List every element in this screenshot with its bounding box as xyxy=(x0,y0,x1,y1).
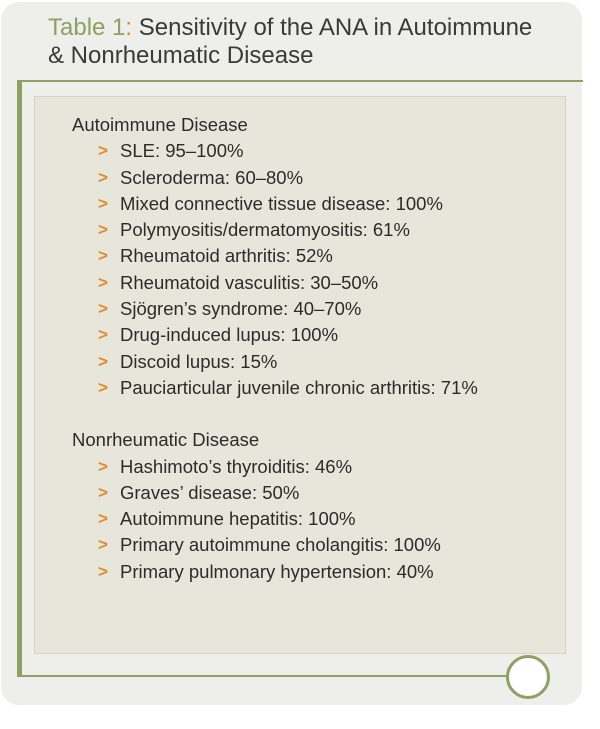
chevron-right-icon: > xyxy=(98,141,108,161)
section-heading: Autoimmune Disease xyxy=(72,114,248,135)
list-item-text: Polymyositis/dermatomyositis: 61% xyxy=(120,219,410,241)
chevron-right-icon: > xyxy=(98,167,108,187)
chevron-right-icon: > xyxy=(98,377,108,397)
list-item-text: Drug-induced lupus: 100% xyxy=(120,324,339,346)
list-item-text: SLE: 95–100% xyxy=(120,140,244,162)
chevron-right-icon: > xyxy=(98,482,108,502)
list-item-text: Rheumatoid vasculitis: 30–50% xyxy=(120,271,379,293)
list-item xyxy=(72,375,572,401)
table-body xyxy=(72,112,572,585)
list-item xyxy=(72,138,572,164)
list-item-text: Rheumatoid arthritis: 52% xyxy=(120,245,333,267)
list-item-text: Scleroderma: 60–80% xyxy=(120,166,304,188)
left-accent-bar xyxy=(17,80,22,677)
list-item xyxy=(72,506,572,532)
table-label: Table 1 xyxy=(48,14,126,41)
chevron-right-icon: > xyxy=(98,561,108,581)
list-item xyxy=(72,532,572,558)
list-item xyxy=(72,480,572,506)
title-text-line-1: Sensitivity of the ANA in Autoimmune xyxy=(138,14,533,41)
list-item xyxy=(72,349,572,375)
list-item xyxy=(72,559,572,585)
chevron-right-icon: > xyxy=(98,193,108,213)
chevron-right-icon: > xyxy=(98,325,108,345)
list-item xyxy=(72,270,572,296)
section-heading: Nonrheumatic Disease xyxy=(72,429,260,451)
list-item xyxy=(72,217,572,243)
disease-list xyxy=(72,138,572,401)
list-item xyxy=(72,165,572,191)
list-item-text: Pauciarticular juvenile chronic arthritis: 71% xyxy=(120,376,478,398)
section-nonrheumatic xyxy=(72,427,572,585)
list-item-text: Primary pulmonary hypertension: 40% xyxy=(120,560,434,582)
list-item-text: Sjögren’s syndrome: 40–70% xyxy=(120,298,362,320)
chevron-right-icon: > xyxy=(98,351,108,371)
title-separator: : xyxy=(125,14,133,41)
chevron-right-icon: > xyxy=(98,220,108,240)
list-item-text: Hashimoto’s thyroiditis: 46% xyxy=(120,455,353,477)
list-item xyxy=(72,322,572,348)
list-item xyxy=(72,243,572,269)
list-item xyxy=(72,296,572,322)
list-item-text: Autoimmune hepatitis: 100% xyxy=(120,508,356,530)
chevron-right-icon: > xyxy=(98,456,108,476)
title-text-line-2: & Nonrheumatic Disease xyxy=(48,42,314,69)
title-divider xyxy=(17,80,583,82)
list-item-text: Mixed connective tissue disease: 100% xyxy=(120,192,443,214)
chevron-right-icon: > xyxy=(98,272,108,292)
chevron-right-icon: > xyxy=(98,299,108,319)
bottom-divider xyxy=(17,675,509,677)
list-item xyxy=(72,191,572,217)
circle-end-ornament xyxy=(506,655,550,699)
chevron-right-icon: > xyxy=(98,246,108,266)
list-item-text: Discoid lupus: 15% xyxy=(120,350,278,372)
list-item xyxy=(72,454,572,480)
section-autoimmune xyxy=(72,112,572,401)
list-item-text: Primary autoimmune cholangitis: 100% xyxy=(120,534,441,556)
table-title xyxy=(48,14,578,70)
chevron-right-icon: > xyxy=(98,535,108,555)
section-spacer xyxy=(72,401,572,427)
list-item-text: Graves’ disease: 50% xyxy=(120,481,300,503)
chevron-right-icon: > xyxy=(98,509,108,529)
disease-list xyxy=(72,454,572,585)
